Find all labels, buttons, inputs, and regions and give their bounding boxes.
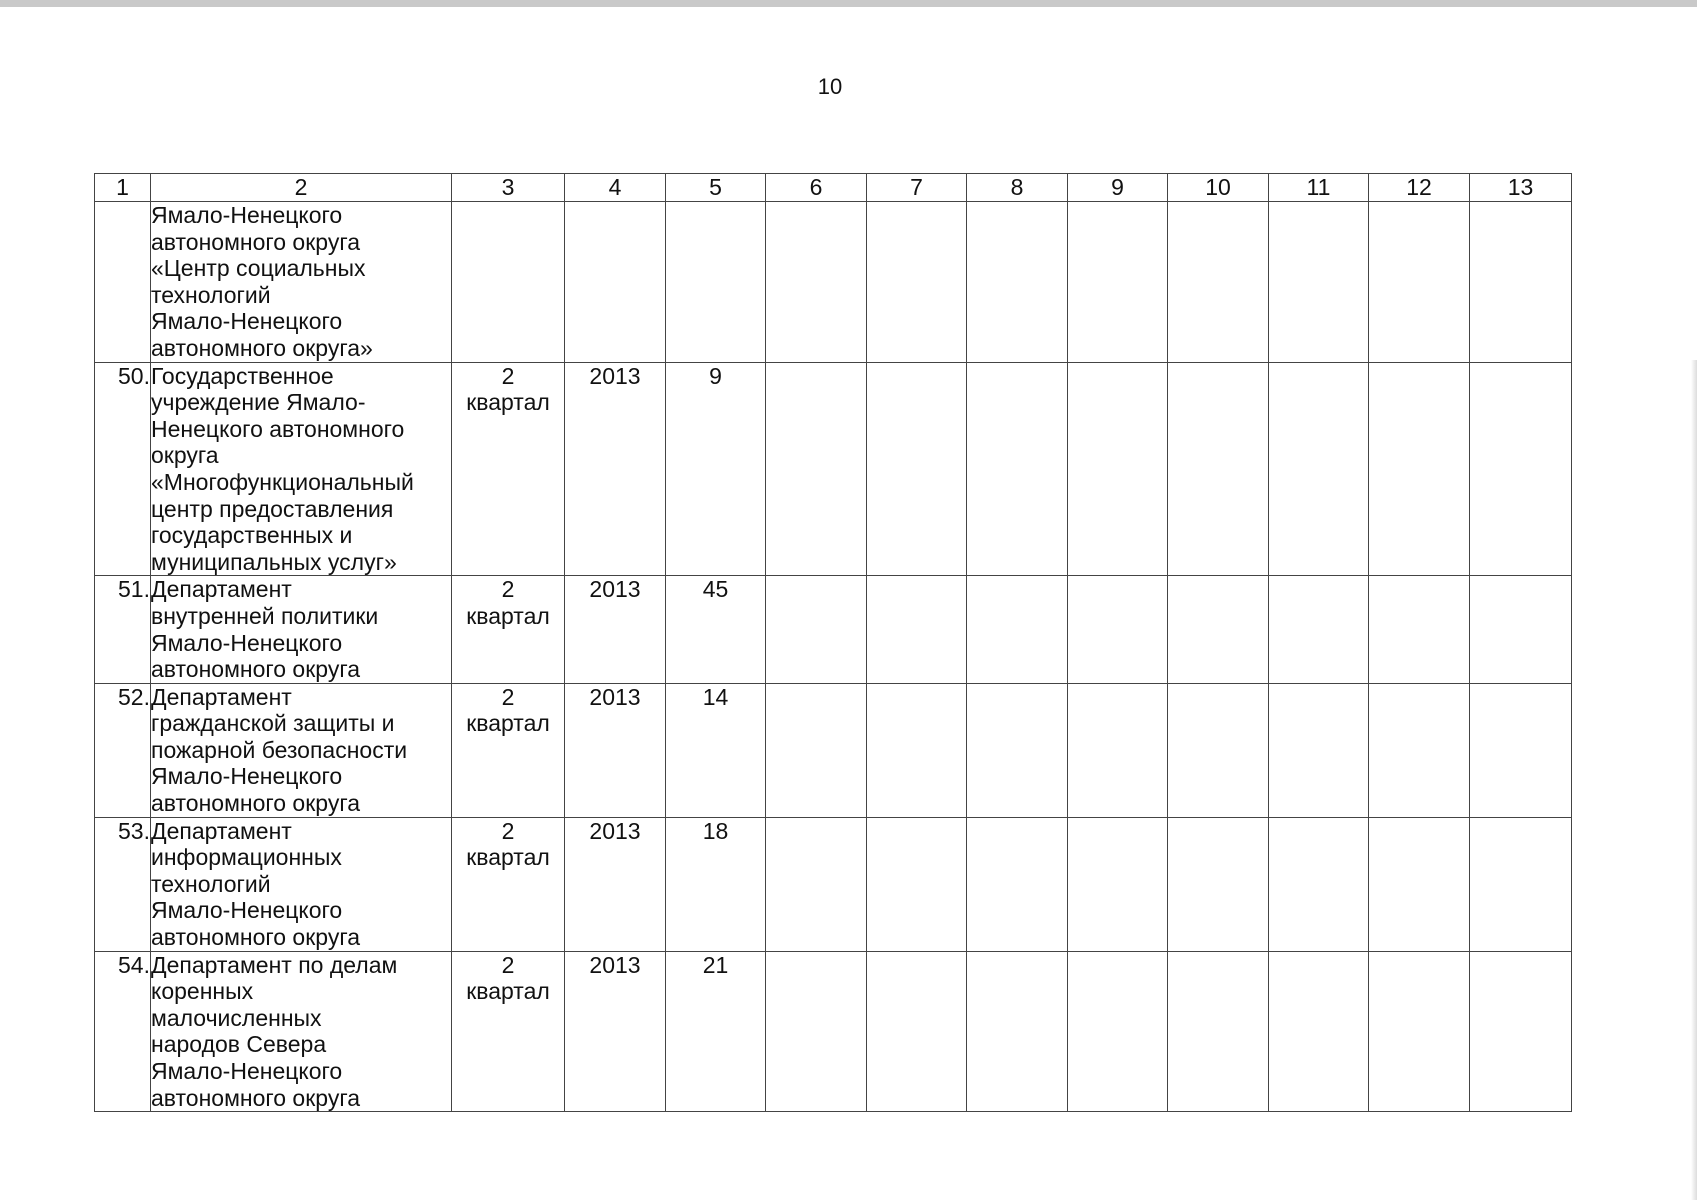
organization-name-line: центр предоставления <box>151 495 394 522</box>
empty-cell-col-6 <box>766 202 867 363</box>
empty-cell-col-6 <box>766 951 867 1112</box>
empty-cell-col-12 <box>1369 817 1470 951</box>
empty-cell-col-8 <box>967 817 1068 951</box>
organization-name-cell <box>151 817 452 951</box>
empty-cell-col-10 <box>1168 362 1269 576</box>
column-header-1: 1 <box>95 174 151 202</box>
header-row <box>95 174 1572 202</box>
empty-cell-col-13 <box>1470 202 1572 363</box>
empty-cell-col-13 <box>1470 576 1572 683</box>
empty-cell-col-12 <box>1369 202 1470 363</box>
organization-name-line: Ямало-Ненецкого <box>151 202 343 228</box>
page-edge-shadow <box>1691 360 1697 1200</box>
empty-cell-col-7 <box>867 202 967 363</box>
organization-name-line: «Многофункциональный <box>151 468 414 495</box>
organization-name-line: округа <box>151 442 219 469</box>
quarter-cell <box>452 576 565 683</box>
organization-name-line: «Центр социальных <box>151 255 366 282</box>
page-number: 10 <box>817 74 843 99</box>
table-row <box>95 202 1572 363</box>
row-number-cell: 50. <box>95 362 151 576</box>
organization-name-line: Департамент <box>151 817 292 844</box>
organization-name-line: внутренней политики <box>151 602 379 629</box>
quarter-line: 2 <box>501 683 515 710</box>
empty-cell-col-10 <box>1168 951 1269 1112</box>
empty-cell-col-6 <box>766 362 867 576</box>
empty-cell-col-10 <box>1168 202 1269 363</box>
organization-name-cell <box>151 362 452 576</box>
table-row <box>95 576 1572 683</box>
organization-name-line: Ямало-Ненецкого <box>151 308 343 335</box>
empty-cell-col-7 <box>867 576 967 683</box>
organization-name-line: народов Севера <box>151 1031 327 1058</box>
organization-name-line: учреждение Ямало- <box>151 389 366 416</box>
table-row <box>95 683 1572 817</box>
empty-cell-col-10 <box>1168 683 1269 817</box>
empty-cell-col-11 <box>1269 202 1369 363</box>
organization-name-line: Ямало-Ненецкого <box>151 629 343 656</box>
column-header-2: 2 <box>151 174 452 202</box>
row-number-cell: 53. <box>95 817 151 951</box>
year-cell: 2013 <box>565 951 666 1112</box>
empty-cell-col-7 <box>867 683 967 817</box>
table-row <box>95 817 1572 951</box>
organization-name-cell <box>151 576 452 683</box>
year-cell: 2013 <box>565 576 666 683</box>
empty-cell-col-11 <box>1269 951 1369 1112</box>
column-header-13: 13 <box>1470 174 1572 202</box>
empty-cell-col-12 <box>1369 362 1470 576</box>
column-header-9: 9 <box>1068 174 1168 202</box>
year-cell <box>565 202 666 363</box>
organization-name-line: автономного округа» <box>151 334 373 361</box>
quarter-cell <box>452 362 565 576</box>
organization-name-line: Департамент <box>151 576 292 603</box>
column-header-6: 6 <box>766 174 867 202</box>
organization-name-line: автономного округа <box>151 790 360 817</box>
empty-cell-col-7 <box>867 817 967 951</box>
empty-cell-col-7 <box>867 951 967 1112</box>
year-cell: 2013 <box>565 817 666 951</box>
empty-cell-col-6 <box>766 683 867 817</box>
count-cell: 18 <box>666 817 766 951</box>
quarter-line: 2 <box>501 951 515 978</box>
empty-cell-col-8 <box>967 202 1068 363</box>
organization-name-line: автономного округа <box>151 228 360 255</box>
organization-name-line: Государственное <box>151 362 334 389</box>
quarter-line: 2 <box>501 817 515 844</box>
quarter-line: квартал <box>466 710 550 737</box>
quarter-cell <box>452 951 565 1112</box>
organization-name-line: Департамент по делам <box>151 951 398 978</box>
empty-cell-col-7 <box>867 362 967 576</box>
empty-cell-col-11 <box>1269 362 1369 576</box>
empty-cell-col-9 <box>1068 202 1168 363</box>
organization-name-line: Ямало-Ненецкого <box>151 763 343 790</box>
organization-name-line: малочисленных <box>151 1004 322 1031</box>
empty-cell-col-9 <box>1068 683 1168 817</box>
row-number-cell: 51. <box>95 576 151 683</box>
count-cell: 45 <box>666 576 766 683</box>
table-row <box>95 362 1572 576</box>
organization-name-cell <box>151 202 452 363</box>
organization-name-line: технологий <box>151 281 271 308</box>
empty-cell-col-6 <box>766 817 867 951</box>
organization-name-cell <box>151 683 452 817</box>
count-cell <box>666 202 766 363</box>
empty-cell-col-11 <box>1269 683 1369 817</box>
count-cell: 21 <box>666 951 766 1112</box>
empty-cell-col-8 <box>967 683 1068 817</box>
column-header-11: 11 <box>1269 174 1369 202</box>
column-header-4: 4 <box>565 174 666 202</box>
count-cell: 9 <box>666 362 766 576</box>
row-number-cell: 52. <box>95 683 151 817</box>
count-cell: 14 <box>666 683 766 817</box>
organization-name-line: Департамент <box>151 683 292 710</box>
quarter-line: 2 <box>501 576 515 603</box>
column-header-5: 5 <box>666 174 766 202</box>
organization-name-line: Ямало-Ненецкого <box>151 897 343 924</box>
organization-name-line: гражданской защиты и <box>151 710 395 737</box>
column-header-8: 8 <box>967 174 1068 202</box>
quarter-line: квартал <box>466 844 550 871</box>
empty-cell-col-13 <box>1470 683 1572 817</box>
quarter-cell <box>452 817 565 951</box>
organization-name-line: коренных <box>151 978 254 1005</box>
empty-cell-col-13 <box>1470 951 1572 1112</box>
column-header-10: 10 <box>1168 174 1269 202</box>
quarter-cell <box>452 683 565 817</box>
empty-cell-col-12 <box>1369 576 1470 683</box>
column-header-3: 3 <box>452 174 565 202</box>
year-cell: 2013 <box>565 683 666 817</box>
quarter-line: 2 <box>501 362 515 389</box>
empty-cell-col-8 <box>967 576 1068 683</box>
empty-cell-col-13 <box>1470 362 1572 576</box>
column-header-12: 12 <box>1369 174 1470 202</box>
organization-name-line: пожарной безопасности <box>151 736 408 763</box>
table-row <box>95 951 1572 1112</box>
empty-cell-col-9 <box>1068 362 1168 576</box>
organization-name-line: Ямало-Ненецкого <box>151 1058 343 1084</box>
quarter-line: квартал <box>466 389 550 416</box>
organization-name-line: технологий <box>151 870 271 897</box>
quarter-line: квартал <box>466 602 550 629</box>
column-header-7: 7 <box>867 174 967 202</box>
organization-name-cell <box>151 951 452 1112</box>
organization-name-line: автономного округа <box>151 924 360 951</box>
data-table <box>94 173 1572 1112</box>
quarter-cell <box>452 202 565 363</box>
empty-cell-col-12 <box>1369 951 1470 1112</box>
empty-cell-col-10 <box>1168 817 1269 951</box>
empty-cell-col-6 <box>766 576 867 683</box>
empty-cell-col-11 <box>1269 576 1369 683</box>
organization-name-line: государственных и <box>151 522 353 549</box>
organization-name-line: автономного округа <box>151 656 360 683</box>
quarter-line: квартал <box>466 978 550 1005</box>
row-number-cell <box>95 202 151 363</box>
row-number-cell: 54. <box>95 951 151 1112</box>
empty-cell-col-12 <box>1369 683 1470 817</box>
empty-cell-col-8 <box>967 951 1068 1112</box>
top-border <box>0 0 1697 7</box>
empty-cell-col-11 <box>1269 817 1369 951</box>
organization-name-line: информационных <box>151 844 342 871</box>
year-cell: 2013 <box>565 362 666 576</box>
empty-cell-col-9 <box>1068 951 1168 1112</box>
empty-cell-col-10 <box>1168 576 1269 683</box>
empty-cell-col-13 <box>1470 817 1572 951</box>
organization-name-line: Ненецкого автономного <box>151 415 405 442</box>
empty-cell-col-9 <box>1068 576 1168 683</box>
empty-cell-col-9 <box>1068 817 1168 951</box>
empty-cell-col-8 <box>967 362 1068 576</box>
organization-name-line: муниципальных услуг» <box>151 548 397 575</box>
organization-name-line: автономного округа <box>151 1084 360 1111</box>
